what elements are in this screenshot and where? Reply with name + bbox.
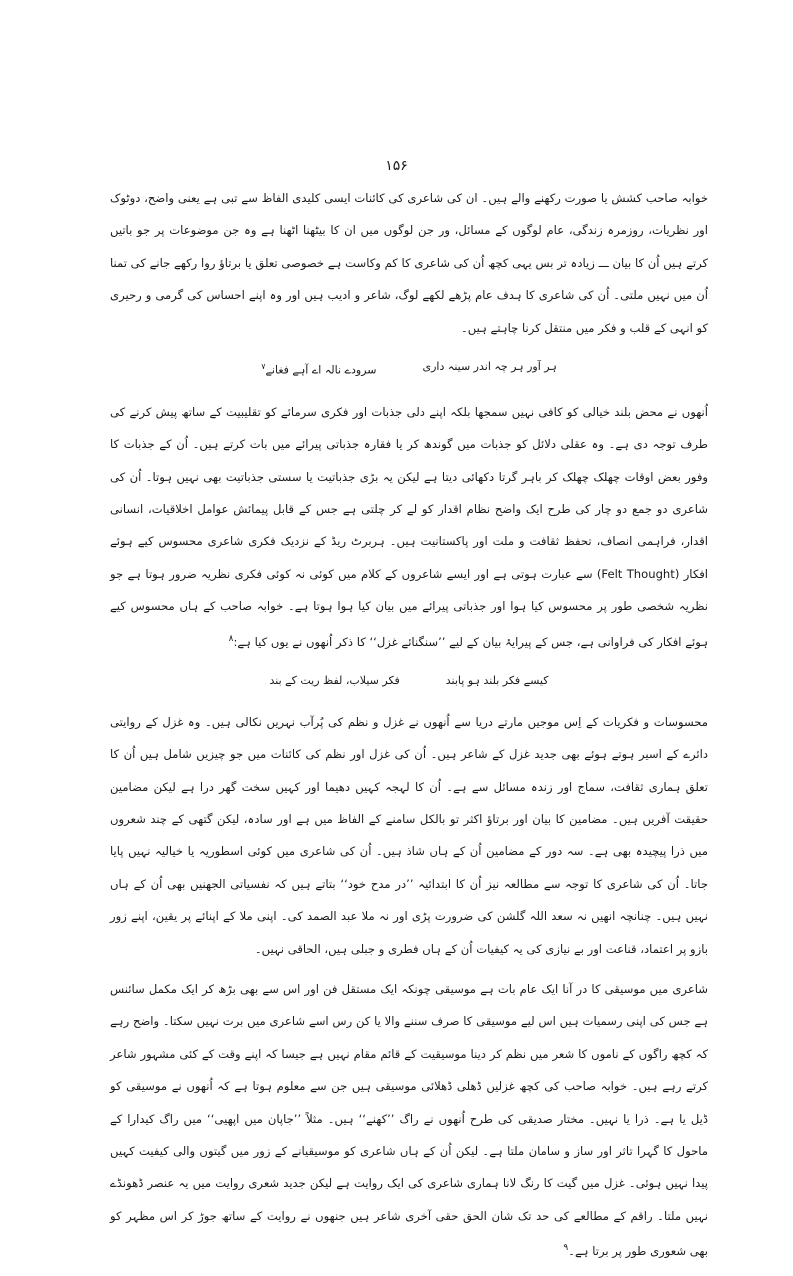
verse-misra-1: کیسے فکر بلند ہو پابند <box>445 673 549 687</box>
verse-2 <box>110 666 708 696</box>
footnote-marker: ۷ <box>261 362 266 372</box>
paragraph-text: خوابہ صاحب کشش یا صورت رکھنے والے ہیں۔ ان کی شاعری کی کائنات ایسی کلیدی الفاظ سے تبی ہے یعنی واضح، دوٹوک اور نظریات، روزمرہ زندگی، عام لوگوں کے مسائل، ور جن لوگوں میں ان کا بیٹھنا اٹھنا ہے وہ جن موضوعات پر جو باتیں کرتے ہیں اُن کا بیان ـــ زیادہ تر بس یہی کچھ اُن کی شاعری کا کم وکاست ہے خصوصی تعلق یا برتاؤ روا رکھے جانے کی تمنا اُن میں نہیں ملتی۔ اُن کی شاعری کا ہدف عام پڑھے لکھے لوگ، شاعر و ادیب ہیں اور وہ اپنے احساس کی گرمی و رحیری کو انہی کے قلب و فکر میں منتقل کرنا چاہتے ہیں۔ <box>110 191 708 335</box>
paragraph-text: اُنھوں نے محض بلند خیالی کو کافی نہیں سمجھا بلکہ اپنے دلی جذبات اور فکری سرمائے کو تقلیبیت کے ساتھ پیش کرنے کی طرف توجہ دی ہے۔ وہ عقلی دلائل کو جذبات میں گوندھ کر یا فقارہ جذباتی پیرائے میں بات کرتے ہیں۔ اُن کے جذبات کا وفور بعض اوقات چھلک چھلک کر باہر گرتا دکھائی دیتا ہے لیکن یہ بڑی جذباتیت یا سستی جذباتیت بھی نہیں ہوتا۔ اُن کی شاعری دو جمع دو چار کی طرح ایک واضح نظام اقدار کو لے کر چلتی ہے جس کے قابل پیمائش عوامل اخلاقیات، انسانی اقدار، فراہمی انصاف، تحفظ ثقافت و ملت اور پاکستانیت ہیں۔ ہربرٹ ریڈ کے نزدیک فکری شاعری محسوس کیے ہوئے افکار (Felt Thought) سے عبارت ہوتی ہے اور ایسے شاعروں کے کلام میں کوئی نہ کوئی فکری نظریہ ضرور ہوتا ہے جو نظریہ شخصی طور پر محسوس کیا ہوا اور جذباتی پیرائے میں بیان کیا ہوا ہوتا ہے۔ خوابہ صاحب کے ہاں محسوس کیے ہوئے افکار کی فراوانی ہے، جس کے پیرایۂ بیان کے لیے ’’سنگنائے غزل‘‘ کا ذکر اُنھوں نے یوں کیا ہے: <box>110 404 708 649</box>
paragraph-2 <box>110 396 708 658</box>
paragraph-1 <box>110 182 708 344</box>
paragraph-3 <box>110 706 708 965</box>
verse-misra-2: سرودے نالہ اے آہے فغانے$^۷$ <box>261 362 377 377</box>
verse-1 <box>110 352 708 386</box>
verse-misra-2: فکر سیلاب، لفظ ریت کے بند <box>269 673 400 687</box>
paragraph-4 <box>110 973 708 1268</box>
verse-misra-1: ہر آور ہر چہ اندر سینہ داری <box>422 360 557 374</box>
footnote-marker: ۸ <box>228 633 234 644</box>
page-number: ۱۵۶ <box>385 158 408 174</box>
paragraph-text: شاعری میں موسیقی کا در آنا ایک عام بات ہے موسیقی چونکہ ایک مستقل فن اور اس سے بھی بڑھ کر ایک مکمل سائنس ہے جس کی اپنی رسمیات ہیں اس لیے موسیقی کا صرف سننے والا یا کن رس اسے شاعری میں برت نہیں سکتا۔ واضح رہے کہ کچھ راگوں کے ناموں کا شعر میں نظم کر دینا موسیقیت کے قائم مقام نہیں ہے جیسا کہ اپنے وقت کے کئی مشہور شاعر کرتے رہے ہیں۔ خوابہ صاحب کی کچھ غزلیں ڈھلی ڈھلائی موسیقی ہیں جن سے معلوم ہوتا ہے کہ اُنھوں نے موسیقی کو ڈیل یا ہے۔ ذرا یا نہیں۔ مختار صدیقی کی طرح اُنھوں نے راگ ’’کھنے‘‘ ہیں۔ مثلاً ’’جاپان میں اپھیی‘‘ میں راگ کیدارا کے ماحول کا گہرا تاثر اور ساز و سامان ملتا ہے۔ لیکن اُن کے ہاں شاعری کو موسیقیانے کے زور میں گیتوں والی کیفیت کہیں پیدا نہیں ہوئی۔ غزل میں گیت کا رنگ لانا ہماری شاعری کی ایک روایت ہے لیکن جدید شعری روایت میں یہ عنصر ڈھونڈے نہیں ملتا۔ راقم کے مطالعے کی حد تک شان الحق حقی آخری شاعر ہیں جنھوں نے روایت کے ساتھ جوڑ کر اس مظہر کو بھی شعوری طور پر برتا ہے۔ <box>110 982 708 1259</box>
page-body <box>110 182 708 1276</box>
footnote-marker: ۹ <box>563 1243 569 1254</box>
paragraph-text: محسوسات و فکریات کے اِس موجیں مارتے دریا سے اُنھوں نے غزل و نظم کی پُرآب نہریں نکالی ہیں۔ وہ غزل کے روایتی دائرے کے اسیر ہوتے ہوئے بھی جدید غزل کے شاعر ہیں۔ اُن کی غزل اور نظم کی کائنات میں جو چیزیں شامل ہیں اُن کا تعلق ہماری ثقافت، سماج اور زندہ مسائل سے ہے۔ اُن کا لہجہ کہیں دھیما اور کہیں سخت گھر درا ہے لیکن مضامین حقیقت آفریں ہیں۔ مضامین کا بیان اور برتاؤ اکثر تو بالکل سامنے کے الفاظ میں ہے اور سادہ، لیکن گتھی کے چند شعروں میں ذرا پیچیدہ بھی ہے۔ سہ دور کے مضامین اُن کے ہاں شاذ ہیں۔ اُن کی شاعری میں کوئی اسطوریہ یا خیالیہ نہیں پایا جاتا۔ اُن کی شاعری کا توجہ سے مطالعہ نیز اُن کا ابتدائیہ ’’در مدح خود‘‘ بتاتے ہیں کہ نفسیاتی الجھنیں بھی اُن کے ہاں نہیں ہیں۔ چنانچہ انھیں نہ سعد اللہ گلشن کی ضرورت پڑی اور نہ ملا عبد الصمد کی۔ اپنی ملا کے اپنائے پر یقین، اپنے زور بازو پر اعتماد، قناعت اور بے نیازی کی یہ کیفیات اُن کے ہاں فطری و جبلی ہیں، الحاقی نہیں۔ <box>110 714 708 956</box>
